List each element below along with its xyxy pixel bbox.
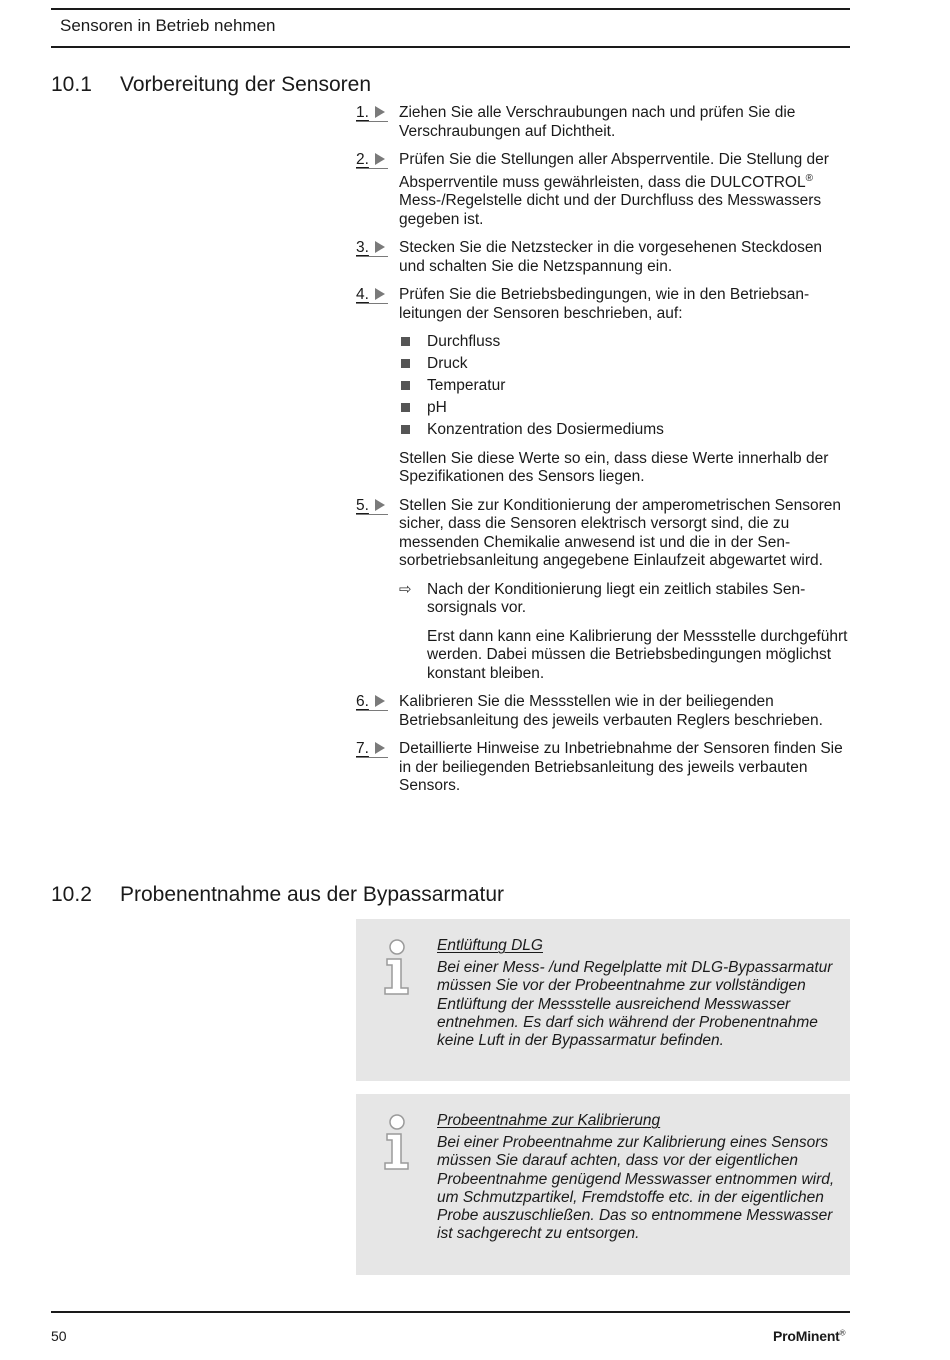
step-number: 5.	[356, 497, 390, 517]
step-number: 7.	[356, 740, 390, 760]
page-number: 50	[51, 1328, 67, 1344]
square-bullet-icon	[401, 425, 410, 434]
step-arrow-icon	[375, 742, 385, 754]
info-note-body	[437, 937, 837, 1050]
list-item: Durchfluss	[399, 333, 850, 352]
bullet-list	[399, 333, 850, 440]
section-number: 10.2	[51, 883, 92, 906]
running-header: Sensoren in Betrieb nehmen	[60, 16, 276, 35]
info-note-text: Bei einer Mess- /und Regelplatte mit DLG-Bypassarmatur müssen Sie vor der Probeentnahme zur vollständigen Entlüftung der Messstelle ausreichend Messwasser entnehmen. Es darf sich während der Probenentnahme keine Luft in der Bypassarmatur befinden.	[437, 959, 833, 1050]
section-title: Vorbereitung der Sensoren	[120, 73, 372, 96]
step-followup-text: Stellen Sie diese Werte so ein, dass diese Werte innerhalb der Spezifikationen des Sensors liegen.	[399, 449, 829, 486]
step-number: 6.	[356, 693, 390, 713]
info-note-title: Probeentnahme zur Kalibrierung	[437, 1112, 661, 1129]
step-arrow-icon	[375, 695, 385, 707]
registered-mark: ®	[805, 172, 813, 184]
step-text: Detaillierte Hinweise zu Inbetriebnahme der Sensoren finden Sie in der beiliegenden Betriebsanleitung des jeweils verbauten Sensors.	[399, 740, 843, 795]
brand-logo: ProMinent®	[773, 1328, 846, 1344]
square-bullet-icon	[401, 381, 410, 390]
footer-rule	[51, 1311, 850, 1313]
info-note-body	[437, 1112, 837, 1243]
info-note-box	[356, 1094, 850, 1275]
step-2	[356, 151, 850, 229]
step-text: Prüfen Sie die Stellungen aller Absperrventile. Die Stellung der Absperrventile muss gewährleisten, dass die DULCOTROL® Mess-/Regelstelle dicht und der Durchfluss des Messwassers gegeben ist.	[399, 151, 829, 228]
list-item: Konzentration des Dosiermediums	[399, 421, 850, 440]
step-result: ⇨ Nach der Konditionierung liegt ein zeitlich stabiles Sensorsignals vor.	[399, 580, 806, 617]
section-number: 10.1	[51, 73, 92, 96]
square-bullet-icon	[401, 337, 410, 346]
step-arrow-icon	[375, 499, 385, 511]
step-1	[356, 104, 850, 141]
info-note-title: Entlüftung DLG	[437, 937, 543, 954]
info-icon	[382, 1114, 412, 1170]
step-list	[356, 104, 850, 806]
result-arrow-icon: ⇨	[399, 580, 412, 598]
list-item: pH	[399, 399, 850, 418]
result-note: Erst dann kann eine Kalibrierung der Messstelle durchgeführt werden. Dabei müssen die Betriebsbedingungen möglichst konstant bleiben.	[427, 627, 848, 682]
header-bottom-rule	[51, 46, 850, 48]
step-text: Prüfen Sie die Betriebsbedingungen, wie in den Betriebsanleitungen der Sensoren beschrieben, auf:	[399, 286, 810, 322]
step-6	[356, 693, 850, 730]
square-bullet-icon	[401, 403, 410, 412]
step-7	[356, 740, 850, 796]
step-4	[356, 286, 850, 487]
step-5	[356, 497, 850, 684]
list-item: Temperatur	[399, 377, 850, 396]
step-text: Kalibrieren Sie die Messstellen wie in der beiliegenden Betriebsanleitung des jeweils verbauten Reglers beschrieben.	[399, 693, 823, 729]
step-number: 3.	[356, 239, 390, 259]
step-text: Stecken Sie die Netzstecker in die vorgesehenen Steckdosen und schalten Sie die Netzspannung ein.	[399, 239, 823, 275]
step-arrow-icon	[375, 153, 385, 165]
step-text: Ziehen Sie alle Verschraubungen nach und prüfen Sie die Verschraubungen auf Dichtheit.	[399, 104, 796, 140]
step-number: 4.	[356, 286, 390, 306]
step-arrow-icon	[375, 106, 385, 118]
step-text: Stellen Sie zur Konditionierung der amperometrischen Sensoren sicher, dass die Sensoren elektrisch versorgt sind, die zu messenden Chemikalie anwesend ist und die in der Sensorbetriebsanleitung angegebene Einlaufzeit abgewartet wird.	[399, 496, 841, 570]
step-number: 2.	[356, 151, 390, 171]
step-arrow-icon	[375, 241, 385, 253]
square-bullet-icon	[401, 359, 410, 368]
info-note-text: Bei einer Probeentnahme zur Kalibrierung eines Sensors müssen Sie darauf achten, dass vor der eigentlichen Probeentnahme genügend Messwasser entnommen wird, um Schmutzpartikel, Fremdstoffe etc. in der eigentlichen Probe auszuschließen. Das so entnommene Messwasser ist sachgerecht zu entsorgen.	[437, 1134, 835, 1243]
step-3	[356, 239, 850, 276]
list-item: Druck	[399, 355, 850, 374]
step-arrow-icon	[375, 288, 385, 300]
header-top-rule	[51, 8, 850, 10]
section-title: Probenentnahme aus der Bypassarmatur	[120, 883, 505, 906]
step-number: 1.	[356, 104, 390, 124]
info-icon	[382, 939, 412, 995]
info-note-box	[356, 919, 850, 1081]
